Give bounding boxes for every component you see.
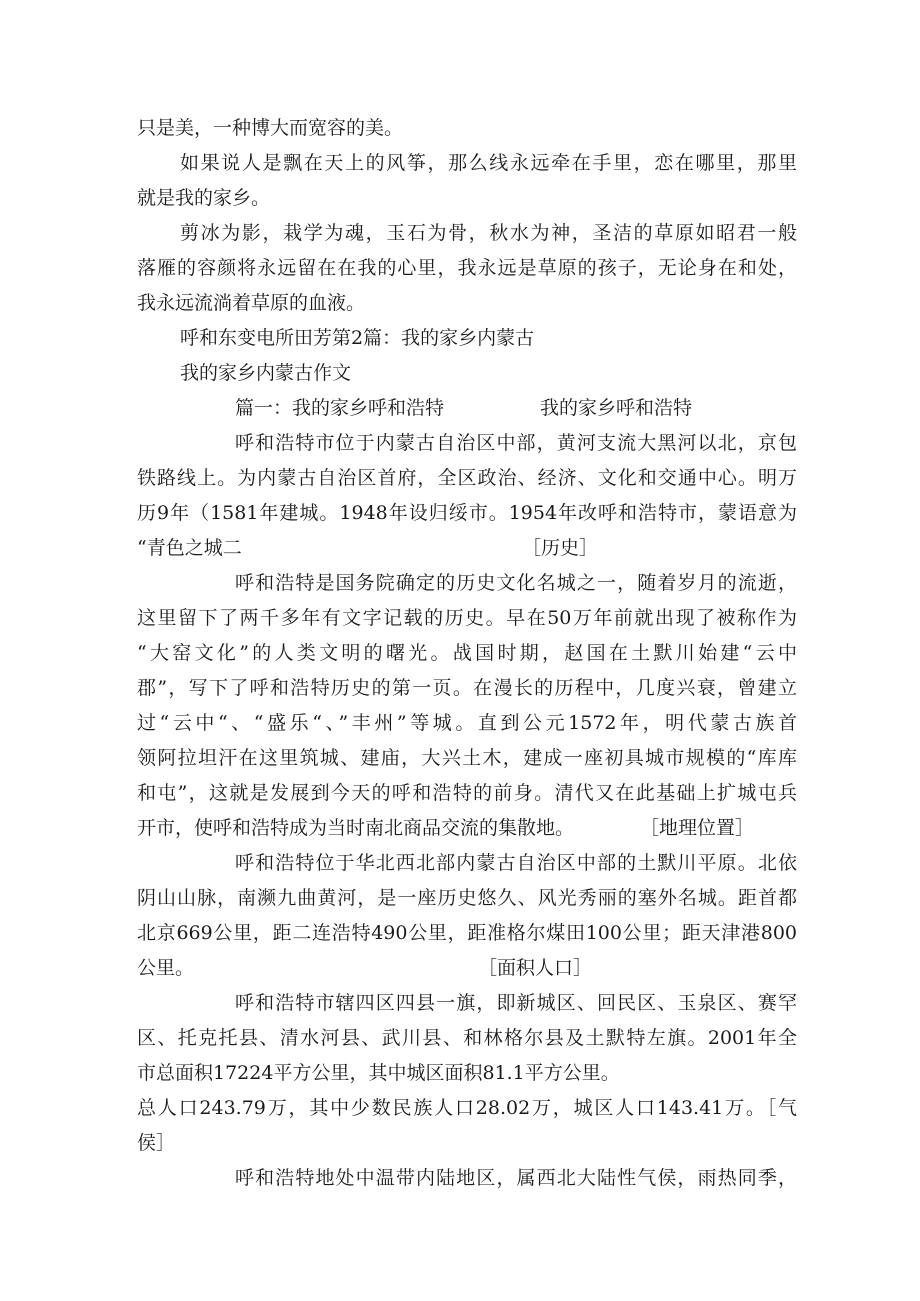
text-line: 郡”，写下了呼和浩特历史的第一页。在漫长的历程中，几度兴衰，曾建立 [137,677,797,699]
text-line: 和屯”，这就是发展到今天的呼和浩特的前身。清代又在此基础上扩城屯兵 [137,782,797,804]
text-line: 呼和浩特是国务院确定的历史文化名城之一，随着岁月的流逝， [235,572,797,594]
text-line: “大窑文化”的人类文明的曙光。战国时期，赵国在土默川始建“云中 [137,642,797,664]
text-line: 落雁的容颜将永远留在在我的心里，我永远是草原的孩子，无论身在和处， [137,257,797,279]
text-line: 呼和东变电所田芳第2篇：我的家乡内蒙古 [180,327,535,349]
text-line: 只是美，一种博大而宽容的美。 [137,117,404,139]
text-line: 这里留下了两千多年有文字记载的历史。早在50万年前就出现了被称作为 [137,607,797,629]
text-line: “青色之城二 [137,537,242,559]
text-line: 如果说人是飘在天上的风筝，那么线永远牵在手里，恋在哪里，那里 [180,152,797,174]
section-heading: 篇一：我的家乡呼和浩特 [235,397,445,419]
text-line: 北京669公里，距二连浩特490公里，距准格尔煤田100公里；距天津港800 [137,922,797,944]
text-line: 公里。 [137,957,195,979]
text-line: 侯］ [137,1132,176,1154]
text-line: 就是我的家乡。 [137,187,271,209]
text-line: 呼和浩特市位于内蒙古自治区中部，黄河支流大黑河以北，京包 [235,432,797,454]
text-line: 呼和浩特地处中温带内陆地区，属西北大陆性气侯，雨热同季， [235,1167,797,1189]
text-line: 开市，使呼和浩特成为当时南北商品交流的集散地。 [137,817,575,839]
text-line: 过“云中“、“盛乐“、”丰州”等城。直到公元1572年，明代蒙古族首 [137,712,797,734]
text-line: 我的家乡内蒙古作文 [180,362,352,384]
section-heading: ［地理位置］ [640,817,755,839]
text-line: 区、托克托县、清水河县、武川县、和林格尔县及土默特左旗。2001年全 [137,1027,797,1049]
text-line: 领阿拉坦汗在这里筑城、建庙，大兴土木，建成一座初具城市规模的“库库 [137,747,797,769]
section-heading: ［历史］ [522,537,599,559]
text-line: 剪冰为影，栽学为魂，玉石为骨，秋水为神，圣洁的草原如昭君一般 [180,222,797,244]
text-line: 铁路线上。为内蒙古自治区首府，全区政治、经济、文化和交通中心。明万 [137,467,797,489]
text-line: 阴山山脉，南濒九曲黄河，是一座历史悠久、风光秀丽的塞外名城。距首都 [137,887,797,909]
section-heading: ［面积人口］ [478,957,593,979]
text-line: 呼和浩特市辖四区四县一旗，即新城区、回民区、玉泉区、赛罕 [235,992,797,1014]
text-line: 呼和浩特位于华北西北部内蒙古自治区中部的土默川平原。北依 [235,852,797,874]
text-line: 总人口243.79万，其中少数民族人口28.02万，城区人口143.41万。［气 [137,1097,797,1119]
text-line: 历9年（1581年建城。1948年设归绥市。1954年改呼和浩特市，蒙语意为 [137,502,797,524]
text-line: 我永远流淌着草原的血液。 [137,292,366,314]
section-heading: 我的家乡呼和浩特 [540,397,693,419]
text-line: 市总面积17224平方公里，其中城区面积81.1平方公里。 [137,1062,620,1084]
